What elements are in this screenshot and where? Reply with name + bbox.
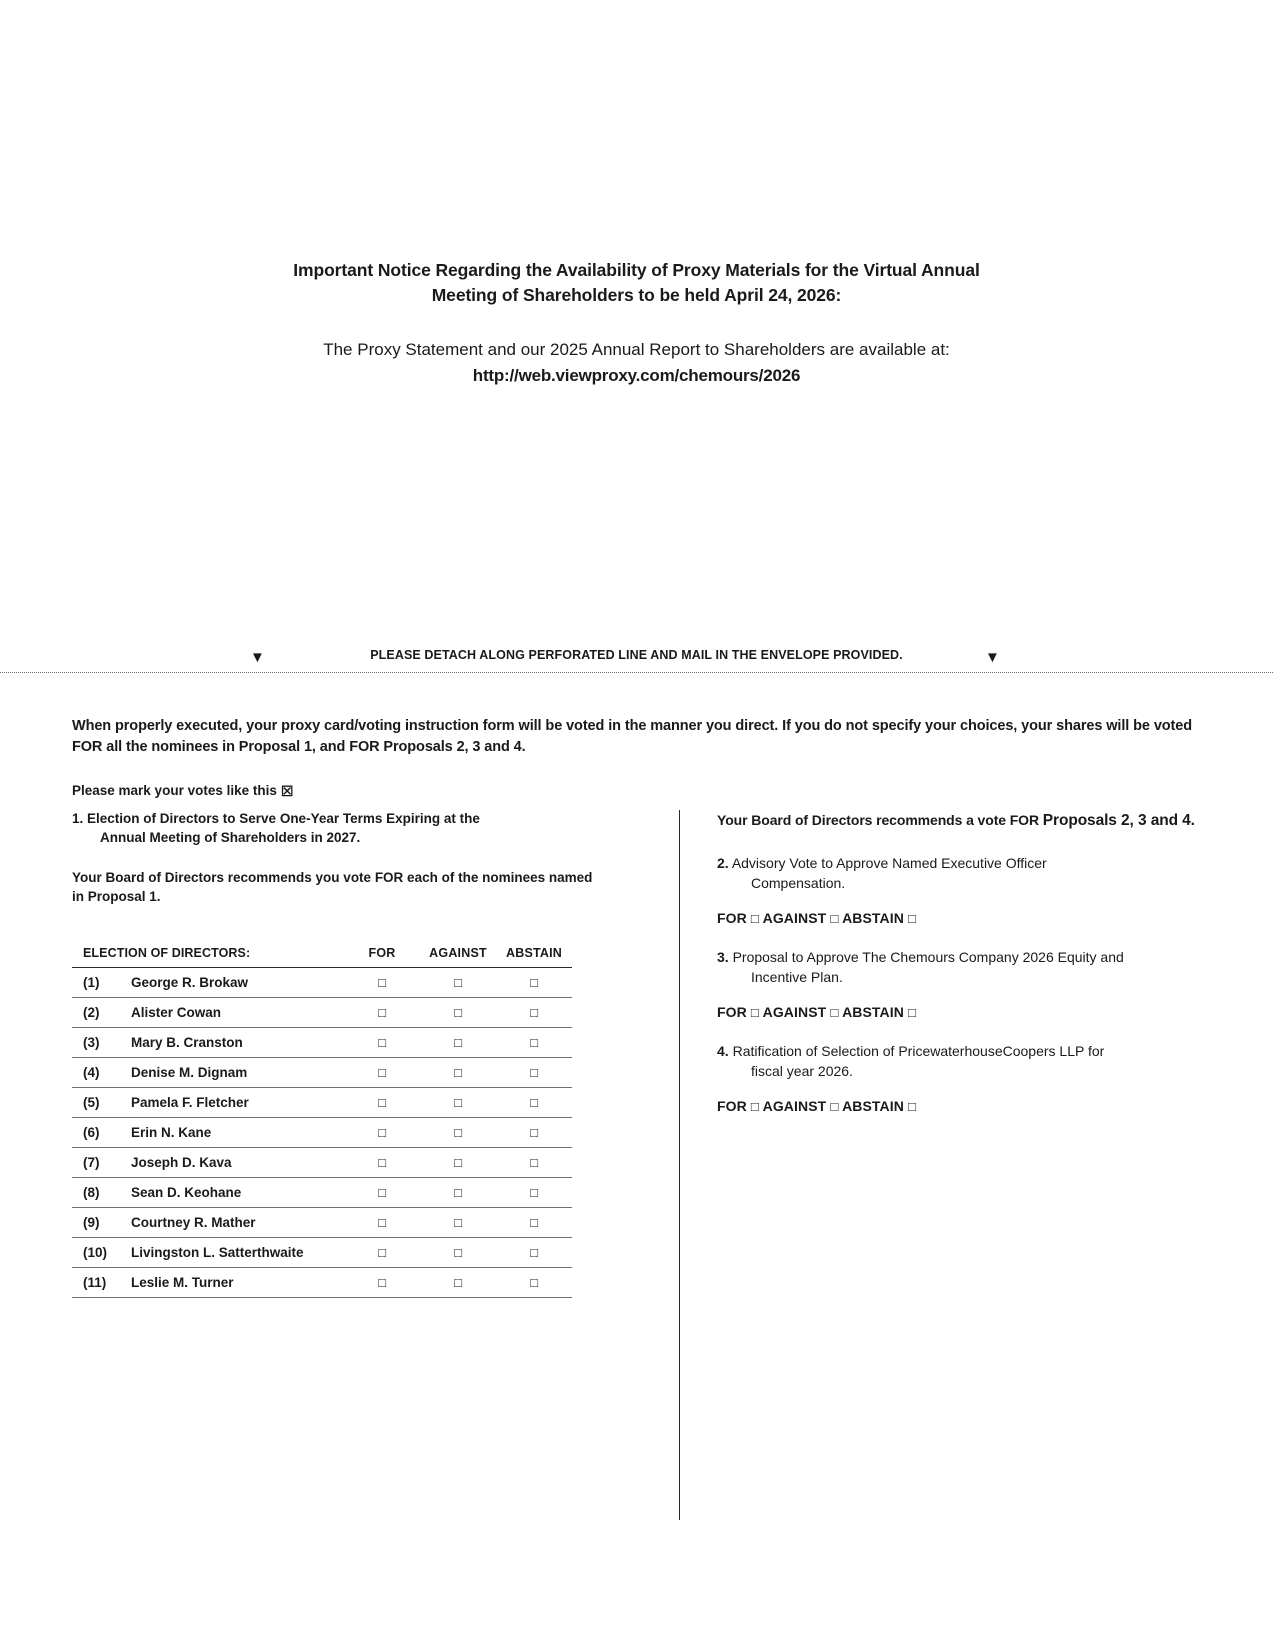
director-name: Alister Cowan [131,998,344,1028]
proposal-1-title-line2: Annual Meeting of Shareholders in 2027. [100,829,361,845]
proposal-2-vote-options [717,910,1237,926]
proposal-2 [717,854,1237,894]
proposal-3-abstain-label: ABSTAIN [842,1003,904,1020]
checkbox-for[interactable]: □ [378,1245,386,1261]
proposal-3-text-line2: Incentive Plan. [751,969,843,986]
perforation-arrow-left-icon: ▼ [250,649,265,666]
proposal-2-text-line1: Advisory Vote to Approve Named Executive Officer [731,855,1047,872]
director-number: (1) [72,968,131,998]
checkbox-against[interactable]: □ [454,1095,462,1111]
mark-example-checkbox-icon: ☒ [280,783,294,800]
checkbox-abstain[interactable]: □ [530,1215,538,1231]
proxy-materials-url[interactable]: http://web.viewproxy.com/chemours/2026 [472,366,801,386]
checkbox-abstain[interactable]: □ [530,975,538,991]
proposal-2-abstain-label: ABSTAIN [842,910,904,927]
proposal-2-checkbox-against[interactable]: □ [830,911,839,927]
proposal-3-checkbox-against[interactable]: □ [830,1004,839,1020]
table-row [72,1268,572,1298]
director-number: (2) [72,998,131,1028]
column-header-abstain: ABSTAIN [496,946,572,968]
director-name: Pamela F. Fletcher [131,1088,344,1118]
checkbox-abstain[interactable]: □ [530,1155,538,1171]
proposal-3-text-line1: Proposal to Approve The Chemours Company 2026 Equity and [732,949,1124,966]
director-name: Erin N. Kane [131,1118,344,1148]
director-number: (5) [72,1088,131,1118]
notice-subtitle: The Proxy Statement and our 2025 Annual Report to Shareholders are available at: [323,339,950,359]
proposal-4-checkbox-for[interactable]: □ [750,1098,760,1114]
mark-instruction-text: Please mark your votes like this [72,783,277,799]
proposal-3-number: 3. [717,949,729,966]
checkbox-for[interactable]: □ [378,1215,386,1231]
proposal-3-vote-options [717,1004,1237,1020]
checkbox-abstain[interactable]: □ [530,1275,538,1291]
checkbox-against[interactable]: □ [454,1035,462,1051]
proposal-3-against-label: AGAINST [762,1003,827,1020]
proposal-4-text-line2: fiscal year 2026. [751,1062,853,1079]
director-name: Livingston L. Satterthwaite [131,1238,344,1268]
director-name: George R. Brokaw [131,968,344,998]
table-header-row [72,946,572,968]
checkbox-against[interactable]: □ [454,1125,462,1141]
checkbox-for[interactable]: □ [378,1275,386,1291]
proposal-3-for-label: FOR [717,1003,747,1020]
director-name: Joseph D. Kava [131,1148,344,1178]
checkbox-against[interactable]: □ [454,1005,462,1021]
table-row [72,1058,572,1088]
director-number: (8) [72,1178,131,1208]
proposal-2-checkbox-abstain[interactable]: □ [907,911,917,927]
proposal-4-abstain-label: ABSTAIN [842,1097,904,1114]
notice-title-line2: Meeting of Shareholders to be held April 24, 2026: [431,285,842,306]
notice-title-line1: Important Notice Regarding the Availability of Proxy Materials for the Virtual Annual [293,260,980,280]
checkbox-abstain[interactable]: □ [530,1005,538,1021]
checkbox-abstain[interactable]: □ [530,1065,538,1081]
recommendation-prefix: Your Board of Directors recommends a vote FOR [717,812,1043,828]
director-number: (4) [72,1058,131,1088]
proposal-3 [717,948,1237,988]
proposal-2-against-label: AGAINST [762,910,827,927]
proposal-4-text-line1: Ratification of Selection of PricewaterhouseCoopers LLP for [732,1042,1105,1059]
proposal-3-checkbox-for[interactable]: □ [750,1004,760,1020]
proposal-1-title [72,810,602,848]
proposal-1-title-line1: 1. Election of Directors to Serve One-Year Terms Expiring at the [72,811,480,826]
director-name: Sean D. Keohane [131,1178,344,1208]
checkbox-against[interactable]: □ [454,1245,462,1261]
director-name: Courtney R. Mather [131,1208,344,1238]
checkbox-against[interactable]: □ [454,975,462,991]
recommendation-emphasis: Proposals 2, 3 and 4. [1042,812,1195,829]
proxy-materials-notice [0,258,1273,386]
checkbox-for[interactable]: □ [378,1005,386,1021]
director-name: Denise M. Dignam [131,1058,344,1088]
ballot-right-column [717,810,1237,1114]
checkbox-for[interactable]: □ [378,1035,386,1051]
proxy-card-body [72,716,1201,800]
table-row [72,1148,572,1178]
proposal-2-text-line2: Compensation. [751,875,846,892]
checkbox-for[interactable]: □ [378,1065,386,1081]
table-row [72,998,572,1028]
checkbox-against[interactable]: □ [454,1155,462,1171]
checkbox-against[interactable]: □ [454,1215,462,1231]
perforation-label: PLEASE DETACH ALONG PERFORATED LINE AND MAIL IN THE ENVELOPE PROVIDED. [370,648,903,662]
proposal-2-checkbox-for[interactable]: □ [750,911,760,927]
director-number: (3) [72,1028,131,1058]
director-number: (9) [72,1208,131,1238]
mark-instruction [72,783,1201,800]
checkbox-abstain[interactable]: □ [530,1095,538,1111]
proposal-4-against-label: AGAINST [762,1097,827,1114]
proposal-4-checkbox-against[interactable]: □ [830,1098,839,1114]
table-row [72,1238,572,1268]
notice-title [177,258,1097,309]
ballot-left-column [72,810,602,1298]
proposal-4 [717,1042,1237,1082]
election-of-directors-table [72,946,572,1298]
proposal-1-board-recommendation: Your Board of Directors recommends you vote FOR each of the nominees named in Proposal 1. [72,869,593,904]
director-number: (11) [72,1268,131,1298]
column-header-directors: ELECTION OF DIRECTORS: [72,946,344,968]
checkbox-for[interactable]: □ [378,975,386,991]
director-name: Mary B. Cranston [131,1028,344,1058]
proposal-4-checkbox-abstain[interactable]: □ [907,1098,917,1114]
checkbox-for[interactable]: □ [378,1185,386,1201]
perforation-line [0,672,1273,674]
checkbox-abstain[interactable]: □ [530,1185,538,1201]
perforation-arrow-right-icon: ▼ [985,649,1000,666]
director-number: (10) [72,1238,131,1268]
checkbox-abstain[interactable]: □ [530,1035,538,1051]
table-row [72,1118,572,1148]
table-row [72,1088,572,1118]
director-number: (6) [72,1118,131,1148]
proposals-board-recommendation [717,810,1237,832]
column-header-against: AGAINST [420,946,496,968]
table-row [72,1028,572,1058]
execution-note: When properly executed, your proxy card/voting instruction form will be voted in the manner you direct. If you do not specify your choices, your shares will be voted FOR all the nominees in Proposal 1, and FOR Proposals 2, 3 and 4. [72,718,1192,755]
column-divider [679,810,680,1520]
checkbox-against[interactable]: □ [454,1275,462,1291]
table-row [72,1178,572,1208]
proposal-2-for-label: FOR [717,910,747,927]
checkbox-for[interactable]: □ [378,1125,386,1141]
proposal-4-vote-options [717,1098,1237,1114]
checkbox-for[interactable]: □ [378,1155,386,1171]
table-row [72,1208,572,1238]
checkbox-against[interactable]: □ [454,1185,462,1201]
proposal-4-for-label: FOR [717,1097,747,1114]
table-row [72,968,572,998]
checkbox-abstain[interactable]: □ [530,1245,538,1261]
checkbox-against[interactable]: □ [454,1065,462,1081]
director-name: Leslie M. Turner [131,1268,344,1298]
proposal-2-number: 2. [717,855,729,872]
ballot-columns [72,810,1201,1510]
column-header-for: FOR [344,946,420,968]
proposal-3-checkbox-abstain[interactable]: □ [907,1004,917,1020]
checkbox-abstain[interactable]: □ [530,1125,538,1141]
proposal-4-number: 4. [717,1042,729,1059]
director-number: (7) [72,1148,131,1178]
checkbox-for[interactable]: □ [378,1095,386,1111]
